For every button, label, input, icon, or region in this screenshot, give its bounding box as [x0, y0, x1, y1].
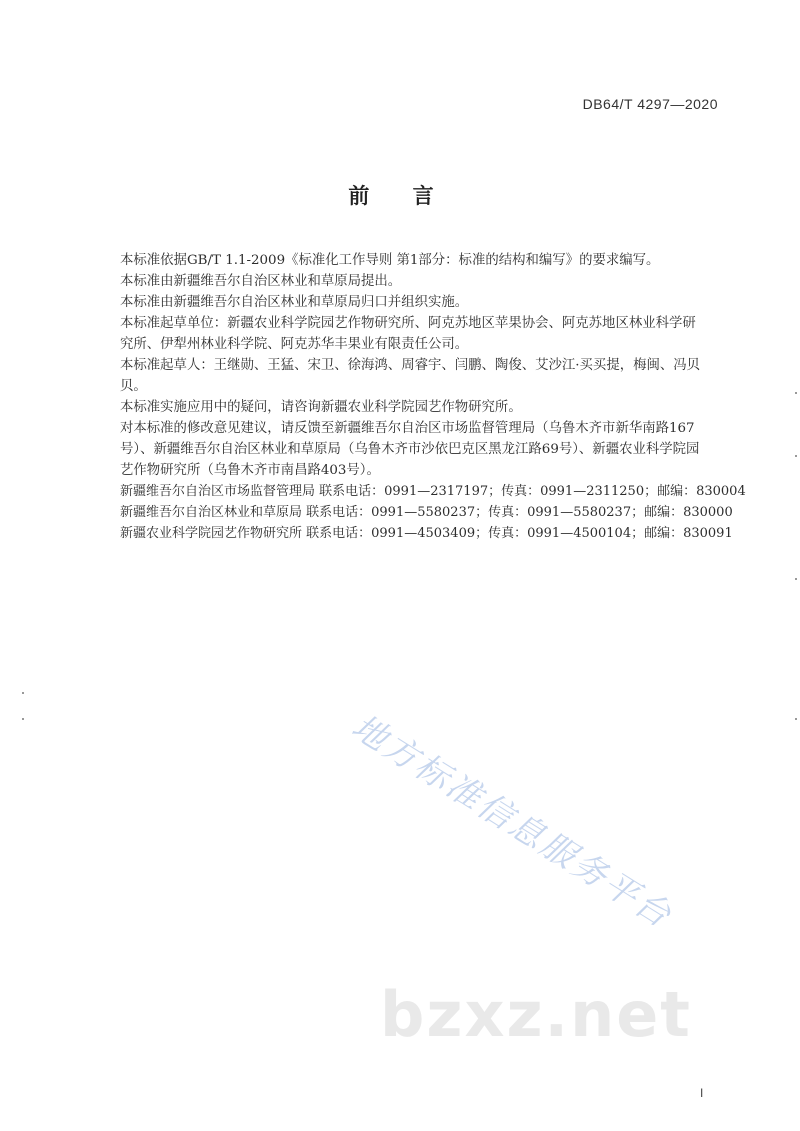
paragraph-inquiry: 本标准实施应用中的疑问，请咨询新疆农业科学院园艺作物研究所。: [120, 400, 522, 415]
contact-line-market-supervision: 新疆维吾尔自治区市场监督管理局 联系电话：0991—2317197；传真：0991—2311250；邮编：830004: [120, 484, 746, 499]
paragraph-basis: 本标准依据GB/T 1.1-2009《标准化工作导则 第1部分：标准的结构和编写》的要求编写。: [120, 253, 660, 268]
document-code: DB64/T 4297—2020: [582, 96, 718, 112]
scan-speck: [795, 578, 797, 580]
site-watermark: bzxz.net: [380, 978, 692, 1051]
scan-speck: [795, 455, 797, 457]
scan-speck: [22, 718, 24, 720]
scan-speck: [795, 392, 797, 394]
page-number: I: [700, 1086, 704, 1100]
paragraph-feedback: 对本标准的修改意见建议，请反馈至新疆维吾尔自治区市场监督管理局（乌鲁木齐市新华南路167号）、新疆维吾尔自治区林业和草原局（乌鲁木齐市沙依巴克区黑龙江路69号）、新疆农业科学院园艺作物研究所（乌鲁木齐市南昌路403号）。: [120, 421, 700, 478]
paragraph-drafting-units: 本标准起草单位：新疆农业科学院园艺作物研究所、阿克苏地区苹果协会、阿克苏地区林业科学研究所、伊犁州林业科学院、阿克苏华丰果业有限责任公司。: [120, 316, 696, 352]
paragraph-administrator: 本标准由新疆维吾尔自治区林业和草原局归口并组织实施。: [120, 295, 469, 310]
contact-line-horticulture-institute: 新疆农业科学院园艺作物研究所 联系电话：0991—4503409；传真：0991—4500104；邮编：830091: [120, 526, 733, 541]
scan-speck: [795, 718, 797, 720]
paragraph-drafters: 本标准起草人：王继勋、王猛、宋卫、徐海鸿、周睿宇、闫鹏、陶俊、艾沙江·买买提，梅闽、冯贝贝。: [120, 358, 701, 394]
foreword-body: [120, 250, 746, 544]
contact-line-forestry-grassland: 新疆维吾尔自治区林业和草原局 联系电话：0991—5580237；传真：0991—5580237；邮编：830000: [120, 505, 733, 520]
diagonal-watermark: 地方标准信息服务平台: [344, 706, 680, 937]
paragraph-proposer: 本标准由新疆维吾尔自治区林业和草原局提出。: [120, 274, 402, 289]
scan-speck: [22, 692, 24, 694]
page-title: 前 言: [348, 184, 452, 208]
